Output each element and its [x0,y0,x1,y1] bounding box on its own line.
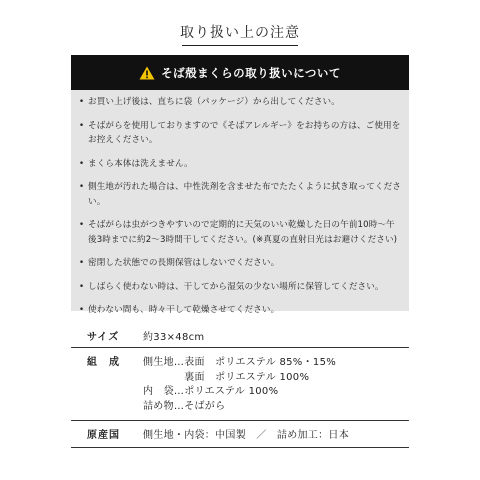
notice-item: • お買い上げ後は、直ちに袋（パッケージ）から出してください。 [79,95,403,110]
divider [71,447,409,448]
warning-icon [139,66,155,80]
page-title: 取り扱い上の注意 [180,25,300,41]
composition-line: 詰め物…そばがら [143,400,226,412]
notice-item: • そばがらを使用しておりますので《そばアレルギー》をお持ちの方は、ご使用をお控えください。 [79,119,403,148]
spec-composition-values [143,356,409,414]
spec-origin-value: 側生地・内袋：中国製 ／ 詰め加工：日本 [143,430,349,441]
composition-line: 側生地…表面 ポリエステル 85%・15% [143,357,337,368]
notice-item: • 側生地が汚れた場合は、中性洗剤を含ませた布でたたくように拭き取ってください。 [79,180,403,209]
divider [71,347,409,348]
title-underline [182,45,298,46]
composition-line: 内 袋…ポリエステル 100% [143,386,279,397]
notice-box [71,55,409,315]
spec-size-value: 約33×48cm [143,332,205,343]
spec-composition-label: 組 成 [87,357,120,368]
notice-heading: そば殻まくらの取り扱いについて [161,65,341,80]
spec-size-label: サイズ [87,332,120,343]
notice-list [79,95,403,327]
notice-item: • 密閉した状態での長期保管はしないでください。 [79,256,403,271]
notice-item: • しばらく使わない時は、干してから湿気の少ない場所に保管してください。 [79,280,403,295]
notice-item: • 使わない間も、時々干して乾燥させてください。 [79,303,403,318]
notice-heading-bar [71,55,409,90]
divider [71,420,409,421]
spec-origin-row [71,429,409,444]
spec-origin-label: 原産国 [87,430,120,441]
notice-item: • そばがらは虫がつきやすいので定期的に天気のいい乾燥した日の午前10時〜午後3時までに約2〜3時間干してください。(※真夏の直射日光はお避けください) [79,218,403,247]
spec-composition-row [71,356,409,414]
spec-size-row [71,331,409,346]
composition-line: 裏面 ポリエステル 100% [143,371,310,383]
notice-item: • まくら本体は洗えません。 [79,157,403,172]
